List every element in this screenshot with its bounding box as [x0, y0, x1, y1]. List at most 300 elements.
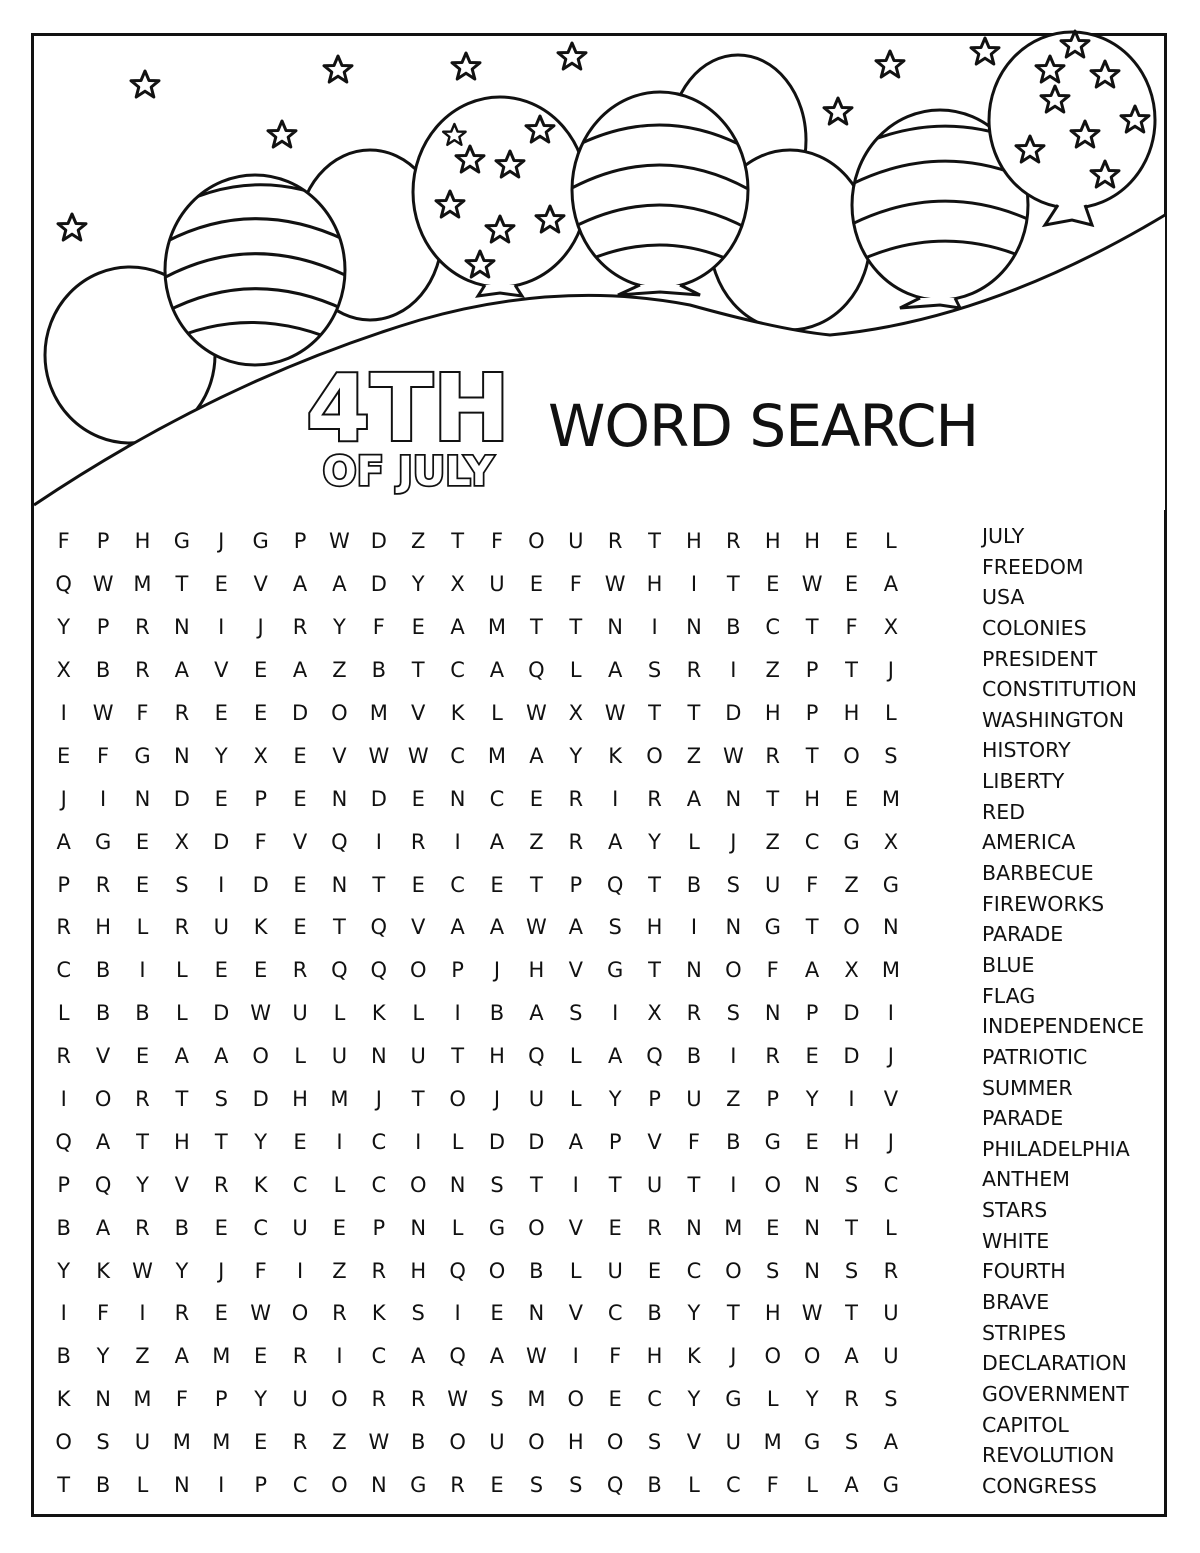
grid-letter[interactable]: C: [371, 1129, 387, 1154]
grid-letter[interactable]: T: [648, 958, 661, 983]
grid-letter[interactable]: T: [136, 1129, 149, 1154]
grid-letter[interactable]: H: [686, 529, 702, 554]
grid-letter[interactable]: N: [804, 1215, 820, 1240]
grid-letter[interactable]: E: [411, 615, 425, 640]
grid-letter[interactable]: E: [647, 1258, 662, 1283]
grid-letter[interactable]: V: [174, 1172, 190, 1197]
grid-letter[interactable]: R: [686, 1001, 702, 1026]
grid-letter[interactable]: L: [176, 958, 188, 983]
grid-letter[interactable]: T: [57, 1473, 71, 1498]
grid-letter[interactable]: L: [569, 658, 582, 683]
grid-letter[interactable]: Z: [844, 872, 859, 897]
grid-letter[interactable]: R: [292, 958, 308, 983]
grid-letter[interactable]: D: [213, 829, 230, 854]
grid-letter[interactable]: O: [764, 1172, 781, 1197]
grid-letter[interactable]: Q: [646, 1044, 663, 1069]
grid-letter[interactable]: Y: [214, 743, 228, 768]
grid-letter[interactable]: S: [844, 1258, 859, 1283]
grid-letter[interactable]: W: [407, 743, 429, 768]
grid-letter[interactable]: U: [607, 1258, 623, 1283]
grid-letter[interactable]: H: [95, 915, 111, 940]
grid-letter[interactable]: D: [252, 872, 269, 897]
grid-letter[interactable]: U: [213, 915, 229, 940]
grid-letter[interactable]: T: [175, 572, 189, 597]
grid-letter[interactable]: S: [884, 1387, 898, 1412]
grid-letter[interactable]: V: [253, 572, 268, 597]
grid-letter[interactable]: R: [607, 529, 623, 554]
grid-letter[interactable]: W: [604, 701, 626, 725]
grid-letter[interactable]: H: [646, 1344, 663, 1369]
grid-letter[interactable]: C: [647, 1387, 662, 1412]
grid-letter[interactable]: A: [174, 1344, 190, 1369]
grid-letter[interactable]: I: [296, 1258, 304, 1283]
grid-letter[interactable]: U: [292, 1387, 308, 1412]
grid-letter[interactable]: I: [454, 829, 461, 854]
grid-letter[interactable]: R: [135, 1087, 150, 1112]
grid-letter[interactable]: W: [526, 701, 547, 725]
grid-letter[interactable]: O: [803, 1344, 821, 1369]
grid-letter[interactable]: T: [687, 1172, 701, 1197]
grid-letter[interactable]: O: [55, 1430, 72, 1455]
grid-letter[interactable]: I: [336, 1344, 343, 1369]
grid-letter[interactable]: C: [686, 1258, 702, 1283]
grid-letter[interactable]: C: [607, 1301, 623, 1326]
grid-letter[interactable]: T: [726, 572, 740, 597]
grid-letter[interactable]: R: [95, 872, 111, 897]
grid-letter[interactable]: T: [805, 743, 819, 768]
grid-letter[interactable]: E: [254, 701, 268, 725]
grid-letter[interactable]: Q: [55, 572, 72, 597]
grid-letter[interactable]: N: [410, 1215, 427, 1240]
grid-letter[interactable]: D: [725, 701, 742, 725]
grid-letter[interactable]: E: [57, 743, 71, 768]
grid-letter[interactable]: M: [369, 701, 388, 725]
grid-letter[interactable]: Y: [411, 572, 425, 597]
grid-letter[interactable]: I: [60, 1087, 67, 1112]
grid-letter[interactable]: L: [885, 529, 897, 554]
grid-letter[interactable]: L: [136, 1473, 149, 1498]
grid-letter[interactable]: O: [567, 1387, 585, 1412]
grid-letter[interactable]: B: [135, 1001, 150, 1026]
grid-letter[interactable]: B: [647, 1301, 662, 1326]
grid-letter[interactable]: G: [843, 829, 860, 854]
grid-letter[interactable]: N: [449, 786, 466, 811]
grid-letter[interactable]: I: [612, 786, 619, 811]
grid-letter[interactable]: T: [372, 872, 386, 897]
grid-letter[interactable]: A: [489, 1344, 505, 1369]
grid-letter[interactable]: Z: [765, 829, 780, 854]
grid-letter[interactable]: G: [882, 1473, 900, 1498]
grid-letter[interactable]: L: [294, 1044, 306, 1069]
grid-letter[interactable]: L: [176, 1001, 188, 1026]
grid-letter[interactable]: Y: [136, 1172, 149, 1197]
grid-letter[interactable]: W: [368, 1430, 390, 1455]
grid-letter[interactable]: F: [609, 1344, 622, 1369]
grid-letter[interactable]: P: [648, 1087, 661, 1112]
grid-letter[interactable]: F: [57, 529, 70, 554]
grid-letter[interactable]: Z: [411, 529, 426, 554]
grid-letter[interactable]: V: [568, 958, 583, 983]
grid-letter[interactable]: U: [568, 529, 584, 554]
grid-letter[interactable]: S: [175, 872, 189, 897]
grid-letter[interactable]: I: [612, 1001, 619, 1026]
grid-letter[interactable]: E: [214, 572, 228, 597]
grid-letter[interactable]: Y: [648, 829, 661, 854]
grid-letter[interactable]: O: [843, 915, 860, 940]
grid-letter[interactable]: M: [487, 743, 507, 768]
grid-letter[interactable]: T: [845, 1301, 858, 1326]
grid-letter[interactable]: T: [451, 529, 465, 554]
grid-letter[interactable]: Y: [57, 1258, 71, 1283]
grid-letter[interactable]: I: [454, 1301, 461, 1326]
grid-letter[interactable]: L: [136, 915, 149, 940]
grid-letter[interactable]: E: [844, 529, 859, 554]
grid-letter[interactable]: E: [805, 1044, 819, 1069]
grid-letter[interactable]: B: [726, 615, 741, 640]
grid-letter[interactable]: U: [883, 1344, 899, 1369]
grid-letter[interactable]: I: [690, 915, 698, 940]
grid-letter[interactable]: F: [687, 1129, 700, 1154]
grid-letter[interactable]: E: [844, 572, 859, 597]
grid-letter[interactable]: F: [569, 572, 582, 597]
grid-letter[interactable]: C: [450, 872, 465, 897]
grid-letter[interactable]: W: [132, 1258, 153, 1283]
grid-letter[interactable]: C: [804, 829, 820, 854]
grid-letter[interactable]: I: [730, 1044, 737, 1069]
grid-letter[interactable]: P: [569, 872, 583, 897]
grid-letter[interactable]: T: [333, 915, 346, 940]
grid-letter[interactable]: E: [293, 743, 307, 768]
grid-letter[interactable]: P: [254, 786, 267, 811]
grid-letter[interactable]: B: [95, 1001, 111, 1026]
grid-letter[interactable]: E: [135, 829, 150, 854]
grid-letter[interactable]: M: [724, 1215, 743, 1240]
grid-letter[interactable]: E: [529, 786, 544, 811]
grid-letter[interactable]: W: [250, 1001, 272, 1026]
grid-letter[interactable]: V: [568, 1301, 583, 1326]
grid-letter[interactable]: B: [411, 1430, 426, 1455]
grid-letter[interactable]: S: [726, 872, 740, 897]
grid-letter[interactable]: U: [331, 1044, 348, 1069]
grid-letter[interactable]: N: [686, 1215, 702, 1240]
grid-letter[interactable]: P: [805, 658, 819, 683]
grid-letter[interactable]: E: [293, 1129, 307, 1154]
grid-letter[interactable]: H: [804, 529, 821, 554]
grid-letter[interactable]: X: [883, 615, 899, 640]
grid-letter[interactable]: F: [766, 958, 779, 983]
grid-letter[interactable]: V: [95, 1044, 111, 1069]
grid-letter[interactable]: S: [490, 1172, 504, 1197]
grid-letter[interactable]: U: [489, 572, 505, 597]
grid-letter[interactable]: T: [451, 1044, 465, 1069]
grid-letter[interactable]: U: [528, 1087, 545, 1112]
grid-letter[interactable]: N: [804, 1172, 820, 1197]
grid-letter[interactable]: H: [804, 786, 821, 811]
grid-letter[interactable]: M: [172, 1430, 191, 1455]
grid-letter[interactable]: N: [174, 1473, 190, 1498]
grid-letter[interactable]: G: [764, 1129, 781, 1154]
grid-letter[interactable]: U: [883, 1301, 899, 1326]
grid-letter[interactable]: I: [218, 615, 225, 640]
grid-letter[interactable]: N: [725, 915, 742, 940]
grid-letter[interactable]: F: [254, 829, 267, 854]
grid-letter[interactable]: E: [332, 1215, 347, 1240]
grid-letter[interactable]: Q: [331, 829, 348, 854]
grid-letter[interactable]: I: [60, 1301, 67, 1326]
grid-letter[interactable]: Z: [332, 1430, 347, 1455]
grid-letter[interactable]: N: [607, 615, 624, 640]
grid-letter[interactable]: R: [174, 915, 190, 940]
grid-letter[interactable]: O: [409, 958, 427, 983]
grid-letter[interactable]: B: [686, 1044, 702, 1069]
grid-letter[interactable]: E: [293, 872, 307, 897]
grid-letter[interactable]: E: [608, 1387, 622, 1412]
grid-letter[interactable]: U: [410, 1044, 426, 1069]
grid-letter[interactable]: E: [254, 1344, 268, 1369]
grid-letter[interactable]: J: [257, 615, 264, 640]
grid-letter[interactable]: P: [372, 1215, 386, 1240]
grid-letter[interactable]: A: [450, 915, 465, 940]
grid-letter[interactable]: I: [218, 872, 225, 897]
grid-letter[interactable]: J: [493, 958, 501, 983]
grid-letter[interactable]: F: [845, 615, 858, 640]
grid-letter[interactable]: E: [254, 1430, 268, 1455]
grid-letter[interactable]: T: [648, 701, 661, 725]
grid-letter[interactable]: R: [568, 786, 584, 811]
grid-letter[interactable]: N: [528, 1301, 545, 1326]
grid-letter[interactable]: Q: [606, 1473, 624, 1498]
grid-letter[interactable]: L: [688, 829, 700, 854]
grid-letter[interactable]: G: [252, 529, 269, 554]
grid-letter[interactable]: A: [332, 572, 347, 597]
grid-letter[interactable]: I: [454, 1001, 461, 1026]
grid-letter[interactable]: J: [887, 1129, 894, 1154]
grid-letter[interactable]: O: [606, 1430, 624, 1455]
grid-letter[interactable]: N: [174, 615, 190, 640]
grid-letter[interactable]: D: [843, 1044, 860, 1069]
grid-letter[interactable]: I: [690, 572, 698, 597]
grid-letter[interactable]: Y: [333, 615, 346, 640]
grid-letter[interactable]: F: [806, 872, 819, 897]
grid-letter[interactable]: Z: [726, 1087, 741, 1112]
grid-letter[interactable]: N: [686, 615, 702, 640]
grid-letter[interactable]: A: [292, 572, 308, 597]
grid-letter[interactable]: W: [604, 572, 626, 597]
grid-letter[interactable]: R: [56, 915, 71, 940]
grid-letter[interactable]: L: [412, 1001, 425, 1026]
grid-letter[interactable]: T: [569, 615, 583, 640]
grid-letter[interactable]: K: [371, 1301, 386, 1326]
grid-letter[interactable]: Y: [805, 1087, 819, 1112]
grid-letter[interactable]: F: [136, 701, 149, 725]
grid-letter[interactable]: R: [174, 701, 190, 725]
grid-letter[interactable]: W: [801, 572, 823, 597]
grid-letter[interactable]: R: [410, 829, 426, 854]
grid-letter[interactable]: V: [568, 1215, 583, 1240]
grid-letter[interactable]: P: [805, 701, 819, 725]
grid-letter[interactable]: Y: [96, 1344, 110, 1369]
grid-letter[interactable]: M: [212, 1344, 231, 1369]
grid-letter[interactable]: O: [331, 1473, 348, 1498]
grid-letter[interactable]: I: [848, 1087, 855, 1112]
grid-letter[interactable]: R: [292, 615, 308, 640]
grid-letter[interactable]: A: [489, 658, 505, 683]
grid-letter[interactable]: W: [801, 1301, 823, 1326]
grid-letter[interactable]: T: [845, 1215, 858, 1240]
grid-letter[interactable]: A: [883, 572, 899, 597]
grid-letter[interactable]: Z: [332, 1258, 347, 1283]
grid-letter[interactable]: B: [174, 1215, 190, 1240]
grid-letter[interactable]: R: [883, 1258, 899, 1283]
grid-letter[interactable]: X: [174, 829, 190, 854]
grid-letter[interactable]: D: [213, 1001, 230, 1026]
grid-letter[interactable]: B: [726, 1129, 741, 1154]
grid-letter[interactable]: J: [218, 529, 225, 554]
grid-letter[interactable]: A: [607, 829, 623, 854]
grid-letter[interactable]: G: [488, 1215, 506, 1240]
grid-letter[interactable]: W: [329, 529, 350, 554]
grid-letter[interactable]: E: [529, 572, 544, 597]
grid-letter[interactable]: J: [375, 1087, 382, 1112]
grid-letter[interactable]: X: [450, 572, 465, 597]
grid-letter[interactable]: E: [805, 1129, 819, 1154]
grid-letter[interactable]: H: [528, 958, 545, 983]
grid-letter[interactable]: I: [572, 1172, 579, 1197]
grid-letter[interactable]: G: [803, 1430, 821, 1455]
grid-letter[interactable]: O: [449, 1430, 466, 1455]
grid-letter[interactable]: C: [371, 1172, 387, 1197]
grid-letter[interactable]: E: [214, 958, 228, 983]
grid-letter[interactable]: S: [726, 1001, 740, 1026]
grid-letter[interactable]: I: [139, 1301, 146, 1326]
grid-letter[interactable]: I: [415, 1129, 422, 1154]
grid-letter[interactable]: H: [646, 572, 663, 597]
grid-letter[interactable]: L: [688, 1473, 700, 1498]
grid-letter[interactable]: B: [489, 1001, 505, 1026]
grid-letter[interactable]: C: [450, 743, 465, 768]
grid-letter[interactable]: T: [529, 872, 543, 897]
grid-letter[interactable]: J: [60, 786, 67, 811]
grid-letter[interactable]: H: [764, 529, 781, 554]
grid-letter[interactable]: R: [332, 1301, 347, 1326]
grid-letter[interactable]: A: [174, 658, 190, 683]
grid-letter[interactable]: D: [370, 529, 387, 554]
grid-letter[interactable]: H: [843, 701, 860, 725]
grid-letter[interactable]: A: [529, 1001, 544, 1026]
grid-letter[interactable]: B: [95, 1473, 111, 1498]
grid-letter[interactable]: L: [451, 1215, 464, 1240]
grid-letter[interactable]: J: [730, 1344, 737, 1369]
grid-letter[interactable]: K: [608, 743, 623, 768]
grid-letter[interactable]: U: [646, 1172, 663, 1197]
grid-letter[interactable]: U: [292, 1215, 308, 1240]
grid-letter[interactable]: N: [331, 786, 348, 811]
grid-letter[interactable]: L: [333, 1172, 346, 1197]
grid-letter[interactable]: P: [608, 1129, 622, 1154]
grid-letter[interactable]: A: [844, 1344, 859, 1369]
grid-letter[interactable]: C: [883, 1172, 899, 1197]
grid-letter[interactable]: L: [569, 1087, 582, 1112]
grid-letter[interactable]: P: [293, 529, 307, 554]
grid-letter[interactable]: A: [411, 1344, 426, 1369]
grid-letter[interactable]: Q: [370, 958, 388, 983]
grid-letter[interactable]: J: [887, 1044, 894, 1069]
grid-letter[interactable]: P: [96, 615, 110, 640]
grid-letter[interactable]: Z: [765, 658, 780, 683]
grid-letter[interactable]: A: [529, 743, 544, 768]
grid-letter[interactable]: X: [56, 658, 71, 683]
grid-letter[interactable]: O: [331, 1387, 348, 1412]
grid-letter[interactable]: P: [214, 1387, 228, 1412]
grid-letter[interactable]: A: [686, 786, 702, 811]
grid-letter[interactable]: L: [569, 1258, 582, 1283]
grid-letter[interactable]: O: [528, 529, 545, 554]
grid-letter[interactable]: R: [56, 1044, 71, 1069]
grid-letter[interactable]: N: [370, 1473, 387, 1498]
grid-letter[interactable]: R: [844, 1387, 859, 1412]
grid-letter[interactable]: P: [254, 1473, 267, 1498]
grid-letter[interactable]: S: [569, 1473, 583, 1498]
grid-letter[interactable]: I: [60, 701, 67, 725]
grid-letter[interactable]: D: [488, 1129, 506, 1154]
grid-letter[interactable]: R: [647, 786, 662, 811]
grid-letter[interactable]: E: [608, 1215, 622, 1240]
grid-letter[interactable]: R: [135, 658, 150, 683]
grid-letter[interactable]: B: [529, 1258, 544, 1283]
grid-letter[interactable]: D: [370, 786, 387, 811]
letter-grid[interactable]: [44, 520, 924, 1506]
grid-letter[interactable]: G: [94, 829, 112, 854]
grid-letter[interactable]: Q: [449, 1344, 466, 1369]
grid-letter[interactable]: S: [490, 1387, 504, 1412]
grid-letter[interactable]: L: [885, 701, 897, 725]
grid-letter[interactable]: Y: [57, 615, 71, 640]
grid-letter[interactable]: P: [96, 529, 110, 554]
grid-letter[interactable]: H: [843, 1129, 860, 1154]
grid-letter[interactable]: I: [651, 615, 658, 640]
grid-letter[interactable]: V: [411, 915, 426, 940]
grid-letter[interactable]: T: [805, 915, 819, 940]
grid-letter[interactable]: B: [95, 958, 111, 983]
grid-letter[interactable]: R: [371, 1258, 387, 1283]
grid-letter[interactable]: M: [133, 1387, 152, 1412]
grid-letter[interactable]: Q: [370, 915, 388, 940]
grid-letter[interactable]: N: [95, 1387, 111, 1412]
grid-letter[interactable]: C: [56, 958, 72, 983]
grid-letter[interactable]: U: [489, 1430, 505, 1455]
grid-letter[interactable]: R: [135, 1215, 150, 1240]
grid-letter[interactable]: A: [56, 829, 71, 854]
grid-letter[interactable]: S: [608, 915, 622, 940]
grid-letter[interactable]: T: [529, 1172, 543, 1197]
grid-letter[interactable]: O: [725, 958, 742, 983]
grid-letter[interactable]: R: [410, 1387, 426, 1412]
grid-letter[interactable]: A: [844, 1473, 859, 1498]
grid-letter[interactable]: L: [333, 1001, 346, 1026]
grid-letter[interactable]: E: [135, 1044, 150, 1069]
grid-letter[interactable]: I: [99, 786, 107, 811]
grid-letter[interactable]: P: [57, 1172, 71, 1197]
grid-letter[interactable]: Y: [805, 1387, 819, 1412]
grid-letter[interactable]: S: [844, 1172, 859, 1197]
grid-letter[interactable]: A: [292, 658, 308, 683]
grid-letter[interactable]: A: [95, 1129, 111, 1154]
grid-letter[interactable]: H: [764, 1301, 781, 1326]
grid-letter[interactable]: E: [490, 1301, 504, 1326]
grid-letter[interactable]: C: [765, 615, 781, 640]
grid-letter[interactable]: O: [252, 1044, 269, 1069]
grid-letter[interactable]: M: [763, 1430, 782, 1455]
